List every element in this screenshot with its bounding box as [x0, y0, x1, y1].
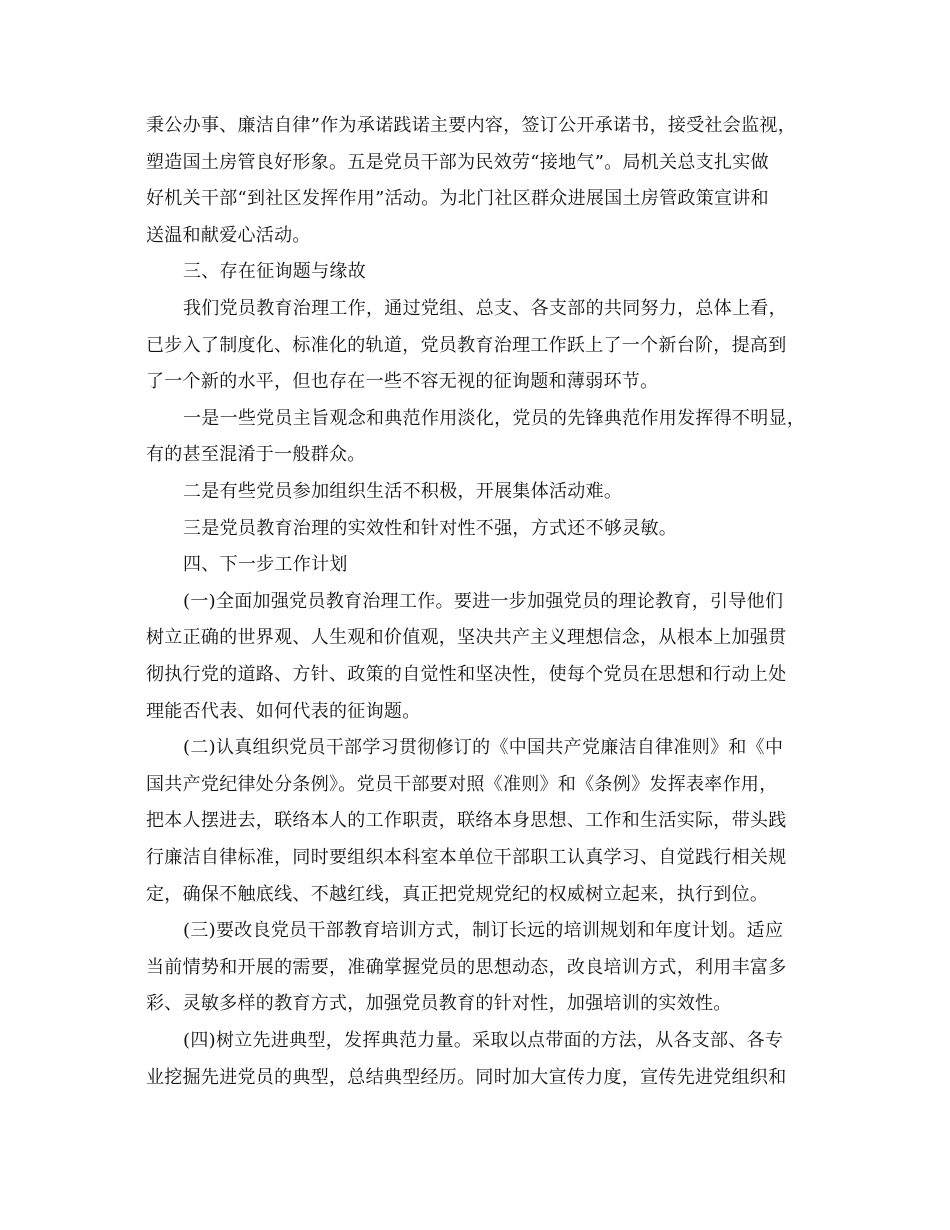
text-line: 彻执行党的道路、方针、政策的自觉性和坚决性，使每个党员在思想和行动上处: [146, 664, 787, 685]
text-line: 当前情势和开展的需要，准确掌握党员的思想动态，改良培训方式，利用丰富多: [146, 956, 787, 978]
text-line: 树立正确的世界观、人生观和价值观，坚决共产主义理想信念，从根本上加强贯: [146, 627, 787, 649]
text-line: 把本人摆进去，联络本人的工作职责，联络本身思想、工作和生活实际，带头践: [146, 810, 787, 832]
text-line: 彩、灵敏多样的教育方式，加强党员教育的针对性，加强培训的实效性。: [146, 993, 732, 1015]
text-line: 一是一些党员主旨观念和典范作用淡化，党员的先锋典范作用发挥得不明显，: [183, 407, 806, 429]
text-line: 三是党员教育治理的实效性和针对性不强，方式还不够灵敏。: [183, 517, 678, 539]
text-line: 国共产党纪律处分条例》。党员干部要对照《准则》和《条例》发挥表率作用，: [146, 773, 778, 795]
text-line: 二是有些党员参加组织生活不积极，开展集体活动难。: [183, 481, 623, 502]
text-line: 好机关干部“到社区发挥作用”活动。为北门社区群众进展国土房管政策宣讲和: [146, 188, 769, 210]
text-line: 送温和献爱心活动。: [146, 224, 311, 246]
text-line: (一)全面加强党员教育治理工作。要进一步加强党员的理论教育，引导他们: [183, 590, 784, 612]
text-line: 定，确保不触底线、不越红线，真正把党规党纪的权威树立起来，执行到位。: [146, 883, 769, 905]
text-line: 四、下一步工作计划: [183, 554, 348, 576]
text-line: 理能否代表、如何代表的征询题。: [146, 700, 421, 722]
text-line: (三)要改良党员干部教育培训方式，制订长远的培训规划和年度计划。适应: [183, 920, 784, 942]
text-line: 三、存在征询题与缘故: [183, 261, 366, 283]
text-line: 已步入了制度化、标准化的轨道，党员教育治理工作跃上了一个新台阶，提高到: [146, 334, 787, 356]
text-line: 秉公办事、廉洁自律”作为承诺践诺主要内容，签订公开承诺书，接受社会监视，: [146, 115, 796, 136]
text-line: 我们党员教育治理工作，通过党组、总支、各支部的共同努力，总体上看，: [183, 298, 787, 319]
text-line: 行廉洁自律标准，同时要组织本科室本单位干部职工认真学习、自觉践行相关规: [146, 847, 787, 868]
text-line: 有的甚至混淆于一般群众。: [146, 444, 366, 466]
text-line: (四)树立先进典型，发挥典范力量。采取以点带面的方法，从各支部、各专: [183, 1030, 784, 1051]
text-line: 业挖掘先进党员的典型，总结典型经历。同时加大宣传力度，宣传先进党组织和: [146, 1066, 787, 1088]
text-line: 塑造国土房管良好形象。五是党员干部为民效劳“接地气”。局机关总支扎实做: [146, 151, 769, 173]
text-line: 了一个新的水平，但也存在一些不容无视的征询题和薄弱环节。: [146, 371, 659, 393]
text-line: (二)认真组织党员干部学习贯彻修订的《中国共产党廉洁自律准则》和《中: [183, 737, 784, 759]
